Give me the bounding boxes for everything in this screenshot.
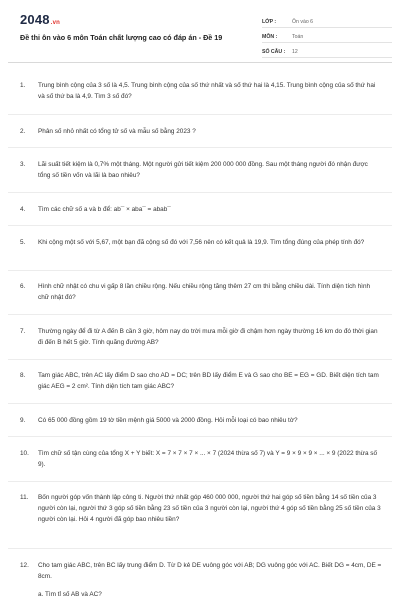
document-title: Đề thi ôn vào 6 môn Toán chất lượng cao có đáp án - Đề 19	[20, 33, 223, 42]
question-text: Có 65 000 đồng gồm 19 tờ tiền mệnh giá 5000 và 2000 đồng. Hỏi mỗi loại có bao nhiêu tờ?	[38, 417, 298, 424]
question-divider	[8, 270, 392, 271]
question-text: Bốn người góp vốn thành lập công ti. Người thứ nhất góp 460 000 000, người thứ hai góp số tiền bằng 14 số tiền của 3 người còn lại, người thứ 3 góp số tiền bằng 23 số tiền của 3 người còn lại, người thứ 4 góp số tiền bằng 25 số tiền của 3 người còn lại. Hỏi 4 người đã góp bao nhiêu tiền?	[38, 494, 381, 523]
question-number: 11.	[20, 494, 29, 501]
question-text: Khi cộng một số với 5,67, một bạn đã cộng số đó với 7,56 nên có kết quả là 19,9. Tìm tổng đúng của phép tính đó?	[38, 239, 365, 246]
question-number: 6.	[20, 283, 26, 290]
question-item	[20, 237, 382, 248]
question-text: Tìm các chữ số a và b để: ab¯ × aba¯ = abab¯	[38, 206, 171, 213]
question-divider	[8, 314, 392, 315]
question-text: Trung bình cộng của 3 số là 4,5. Trung bình cộng của số thứ nhất và số thứ hai là 4,15. Trung bình cộng của số thứ hai và số thứ ba là 4,9. Tìm 3 số đó?	[38, 82, 376, 100]
logo-main: 2048	[20, 12, 50, 27]
question-text: Tam giác ABC, trên AC lấy điểm D sao cho AD = DC; trên BD lấy điểm E và G sao cho BE = EG = GD. Biết diện tích tam giác AEG = 2 cm². Tính diện tích tam giác ABC?	[38, 372, 379, 390]
question-number: 5.	[20, 239, 26, 246]
question-number: 8.	[20, 372, 26, 379]
question-item	[20, 281, 382, 303]
meta-label: SỐ CÂU :	[262, 48, 286, 55]
question-divider	[8, 359, 392, 360]
logo-suffix: .vn	[50, 20, 61, 26]
meta-label: MÔN :	[262, 33, 278, 40]
question-number: 1.	[20, 82, 26, 89]
question-divider	[8, 192, 392, 193]
meta-row-count	[262, 46, 392, 58]
question-text	[38, 560, 382, 600]
question-item	[20, 415, 382, 426]
document-header	[8, 0, 392, 63]
question-text: Thường ngày để đi từ A đến B cần 3 giờ, hôm nay do trời mưa mỗi giờ đi chậm hơn ngày thường 16 km do đó thời gian đi đến B hết 5 giờ. Tính quãng đường AB?	[38, 328, 378, 346]
question-item	[20, 326, 382, 348]
question-text: Lãi suất tiết kiệm là 0,7% một tháng. Một người gửi tiết kiệm 200 000 000 đồng. Sau một tháng người đó nhận được tổng số tiền vốn và lãi là bao nhiêu?	[38, 161, 368, 179]
question-divider	[8, 225, 392, 226]
meta-label: LỚP :	[262, 18, 277, 25]
meta-value: Toán	[292, 33, 304, 40]
question-subpart: a. Tìm tỉ số AB và AC?	[38, 591, 102, 598]
question-item	[20, 370, 382, 392]
question-number: 4.	[20, 206, 26, 213]
meta-row-subject	[262, 31, 392, 43]
question-divider	[8, 436, 392, 437]
meta-value: 12	[292, 48, 298, 55]
question-text: Hình chữ nhật có chu vi gấp 8 lần chiều rộng. Nếu chiều rộng tăng thêm 27 cm thì bằng chiều dài. Tính diện tích hình chữ nhật đó?	[38, 283, 371, 301]
question-item	[20, 492, 382, 525]
question-item	[20, 159, 382, 181]
question-item	[20, 204, 382, 215]
question-number: 9.	[20, 417, 26, 424]
question-divider	[8, 114, 392, 115]
question-text: Tìm chữ số tận cùng của tổng X + Y biết: X = 7 × 7 × 7 × ... × 7 (2024 thừa số 7) và Y = 9 × 9 × 9 × ... × 9 (2022 thừa số 9).	[38, 450, 378, 468]
question-item	[20, 448, 382, 470]
meta-row-class	[262, 16, 392, 28]
meta-value: Ôn vào 6	[292, 18, 314, 25]
question-body: Cho tam giác ABC, trên BC lấy trung điểm D. Từ D kẻ DE vuông góc với AB; DG vuông góc với AC. Biết DG = 4cm, DE = 8cm.	[38, 562, 382, 580]
question-divider	[8, 548, 392, 549]
question-number: 12.	[20, 562, 29, 569]
question-text: Phân số nhỏ nhất có tổng tử số và mẫu số bằng 2023 ?	[38, 128, 196, 135]
question-item	[20, 560, 382, 600]
question-item	[20, 126, 382, 137]
site-logo[interactable]	[20, 12, 60, 27]
question-number: 10.	[20, 450, 29, 457]
question-number: 2.	[20, 128, 26, 135]
question-number: 7.	[20, 328, 26, 335]
question-divider	[8, 403, 392, 404]
question-divider	[8, 481, 392, 482]
question-number: 3.	[20, 161, 26, 168]
question-divider	[8, 147, 392, 148]
meta-table	[262, 16, 392, 61]
question-item	[20, 80, 382, 102]
